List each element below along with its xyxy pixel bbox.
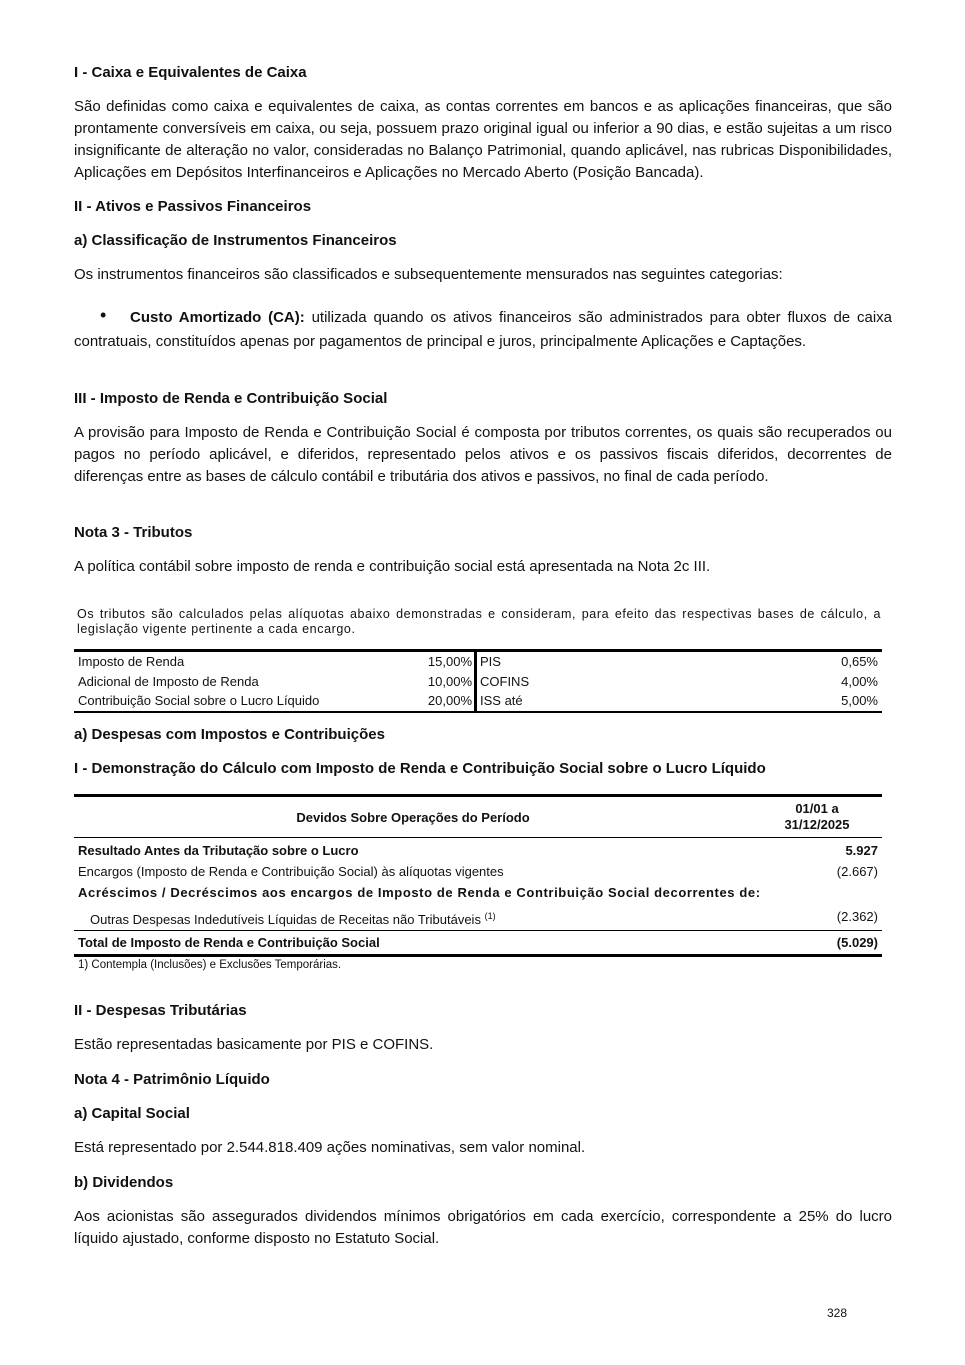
rate-value: 20,00% [427, 693, 472, 709]
heading-ativos-passivos: II - Ativos e Passivos Financeiros [74, 198, 312, 215]
rate-value: 5,00% [841, 693, 878, 709]
heading-caixa: I - Caixa e Equivalentes de Caixa [74, 64, 307, 81]
table-footnote: 1) Contempla (Inclusões) e Exclusões Temporárias. [78, 959, 342, 971]
total-value: (5.029) [836, 935, 878, 950]
table-row [74, 691, 882, 711]
table-total-row [74, 930, 882, 957]
header-period [752, 801, 882, 833]
row-value: 5.927 [845, 843, 878, 858]
bullet-text: utilizada quando os ativos financeiros são administrados para obter fluxos de caixa contratuais, constituídos apenas por pagamentos de principal e juros, principalmente Aplicações e Captações. [74, 309, 892, 350]
footnote-marker: (1) [484, 911, 496, 921]
rate-name: Contribuição Social sobre o Lucro Líquido [78, 693, 320, 709]
paragraph-classificacao: Os instrumentos financeiros são classificados e subsequentemente mensurados nas seguintes categorias: [74, 266, 783, 283]
paragraph-nota-3: A política contábil sobre imposto de renda e contribuição social está apresentada na Nota 2c III. [74, 558, 711, 575]
paragraph-caixa: São definidas como caixa e equivalentes de caixa, as contas correntes em bancos e as aplicações financeiras, que são prontamente conversíveis em caixa, ou seja, possuem prazo original igual ou inferior a 90 dias, e estão sujeitas a um risco insignificante de alteração no valor, consideradas no Balanço Patrimonial, quando aplicável, nas rubricas Disponibilidades, Aplicações em Depósitos Interfinanceiros e Aplicações no Mercado Aberto (Posição Bancada). [74, 98, 892, 181]
paragraph-despesas-tributarias: Estão representadas basicamente por PIS e COFINS. [74, 1036, 434, 1053]
tax-intro-text: Os tributos são calculados pelas alíquotas abaixo demonstradas e consideram, para efeito das respectivas bases de cálculo, a legislação vigente pertinente a cada encargo. [77, 607, 881, 636]
heading-nota-3: Nota 3 - Tributos [74, 524, 193, 541]
row-label-text: Outras Despesas Indedutíveis Líquidas de Receitas não Tributáveis [90, 912, 481, 927]
rate-value: 10,00% [427, 673, 472, 689]
table-row [74, 838, 882, 861]
table-row [74, 861, 882, 882]
tax-calculation-table [74, 794, 882, 973]
heading-despesas-tributarias: II - Despesas Tributárias [74, 1002, 247, 1019]
page-number: 328 [827, 1306, 848, 1320]
heading-capital-social: a) Capital Social [74, 1105, 190, 1122]
rate-name: Imposto de Renda [78, 654, 185, 670]
heading-dividendos: b) Dividendos [74, 1174, 174, 1191]
row-label [90, 909, 768, 927]
table-row [74, 672, 882, 692]
total-label: Total de Imposto de Renda e Contribuição Social [78, 935, 380, 950]
table-row [74, 903, 882, 930]
bullet-label: Custo Amortizado (CA): [130, 309, 305, 326]
bullet-icon: • [100, 305, 107, 325]
row-value: (2.667) [836, 864, 878, 879]
table-row [74, 652, 882, 672]
heading-imposto-renda: III - Imposto de Renda e Contribuição Social [74, 390, 388, 407]
heading-nota-4: Nota 4 - Patrimônio Líquido [74, 1071, 270, 1088]
paragraph-dividendos: Aos acionistas são assegurados dividendos mínimos obrigatórios em cada exercício, correspondente a 25% do lucro líquido ajustado, conforme disposto no Estatuto Social. [74, 1208, 892, 1247]
bullet-item-custo-amortizado [74, 306, 892, 354]
rate-name: ISS até [474, 691, 774, 711]
rate-value: 4,00% [841, 673, 878, 689]
header-period-end: 31/12/2025 [784, 817, 850, 832]
row-value: (2.362) [836, 909, 878, 924]
row-label: Resultado Antes da Tributação sobre o Lucro [78, 843, 359, 858]
rate-value: 0,65% [841, 654, 878, 670]
rate-value: 15,00% [427, 654, 472, 670]
rate-name: Adicional de Imposto de Renda [78, 673, 259, 689]
heading-demonstracao-calculo: I - Demonstração do Cálculo com Imposto de Renda e Contribuição Social sobre o Lucro Líquido [74, 760, 766, 777]
header-description: Devidos Sobre Operações do Período [296, 809, 530, 825]
rate-name: COFINS [474, 672, 774, 692]
rate-name: PIS [474, 652, 774, 672]
row-label: Encargos (Imposto de Renda e Contribuição Social) às alíquotas vigentes [78, 864, 504, 879]
heading-classificacao: a) Classificação de Instrumentos Financeiros [74, 232, 397, 249]
tax-rates-table [74, 649, 882, 713]
table-row [74, 882, 882, 903]
heading-despesas-impostos: a) Despesas com Impostos e Contribuições [74, 726, 385, 743]
paragraph-capital-social: Está representado por 2.544.818.409 ações nominativas, sem valor nominal. [74, 1139, 586, 1156]
table-header [74, 794, 882, 838]
paragraph-imposto-renda: A provisão para Imposto de Renda e Contribuição Social é composta por tributos correntes, os quais são recuperados ou pagos no período aplicável, e diferidos, representado pelos ativos e os passivos fiscais diferidos, decorrentes de diferenças entre as bases de cálculo contábil e tributária dos ativos e passivos, no final de cada período. [74, 424, 892, 485]
header-period-start: 01/01 a [795, 801, 839, 816]
row-label: Acréscimos / Decréscimos aos encargos de Imposto de Renda e Contribuição Social decorrentes de: [78, 885, 761, 900]
